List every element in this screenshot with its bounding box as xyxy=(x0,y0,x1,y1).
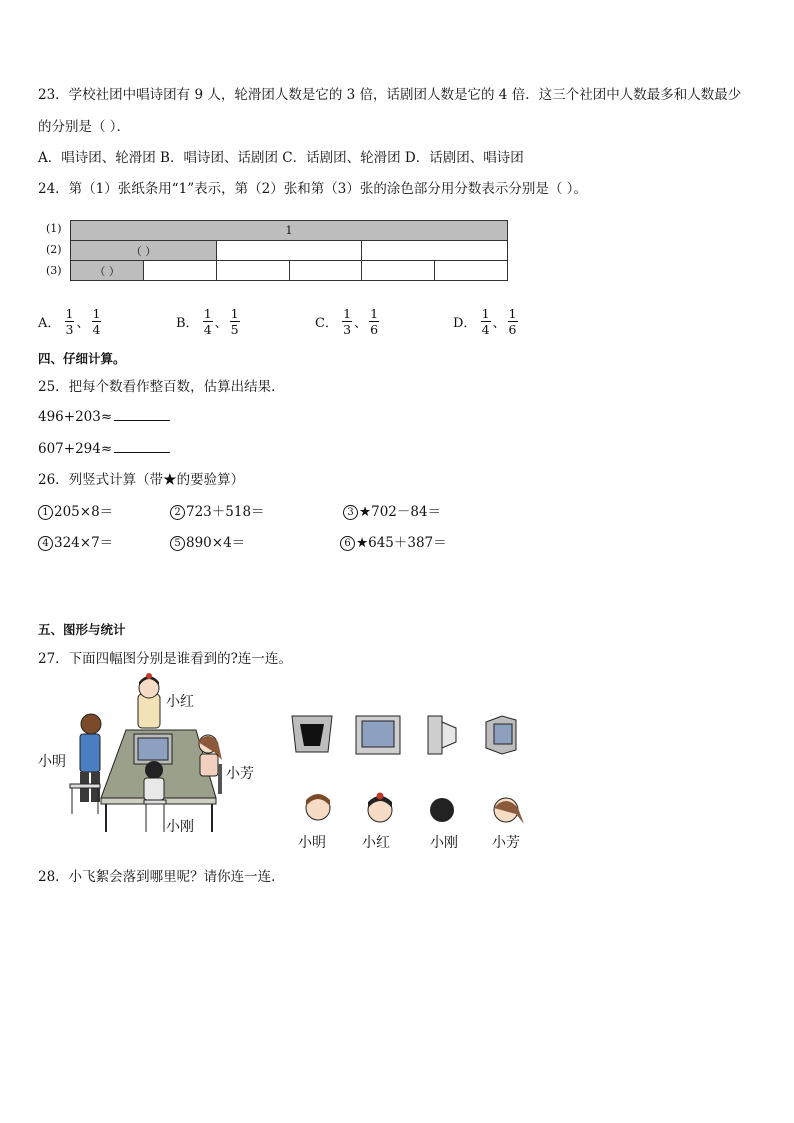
strip-1 xyxy=(71,221,508,241)
section-4-heading: 四、仔细计算。 xyxy=(38,351,126,366)
q23-line2: 的分别是（ ）． xyxy=(38,119,131,135)
scene-label-xiaofang: 小芳 xyxy=(226,766,254,782)
monitor-side-view-left xyxy=(428,716,456,754)
kid-label-xiaogang: 小刚 xyxy=(430,835,458,851)
kid-heads xyxy=(300,790,535,830)
strip-1-label: 1 xyxy=(285,224,293,237)
q25-item-2: 607+294≈ xyxy=(38,440,170,457)
q26-item-4: 4 324×7＝ xyxy=(38,531,113,551)
strip-2-shaded xyxy=(71,241,217,261)
q23-line1: 23．学校社团中唱诗团有 9 人，轮滑团人数是它的 3 倍，话剧团人数是它的 4 倍．这三个社团中人数最多和人数最少 xyxy=(38,87,742,103)
monitor-views xyxy=(290,712,530,758)
scene-label-xiaohong: 小红 xyxy=(166,694,194,710)
scene-label-xiaogang: 小刚 xyxy=(166,819,194,835)
kid-label-xiaohong: 小红 xyxy=(362,835,390,851)
monitor-front-view xyxy=(356,716,400,754)
xiaogang-head xyxy=(430,798,454,822)
strip-3-cell xyxy=(435,261,508,281)
strip-2-cell xyxy=(362,241,508,261)
q28-text: 28．小飞絮会落到哪里呢？请你连一连． xyxy=(38,869,285,885)
answer-blank[interactable] xyxy=(114,408,170,421)
q24-option-d: D． $\frac{1}{4}$ 、 $\frac{1}{6}$ xyxy=(453,306,517,337)
xiaoming-head xyxy=(306,794,330,820)
strip-2-cell xyxy=(216,241,362,261)
xiaohong-head xyxy=(368,793,392,823)
q26-item-3: 3 ★702－84＝ xyxy=(343,500,441,520)
strip-label-2: (2) xyxy=(46,243,62,256)
q25-text: 25．把每个数看作整百数，估算出结果． xyxy=(38,379,285,395)
monitor-side-view-right xyxy=(486,716,516,754)
xiaohong-figure xyxy=(138,673,160,728)
scene-label-xiaoming: 小明 xyxy=(38,754,66,770)
xiaoming-figure xyxy=(70,714,101,814)
fraction-strips xyxy=(70,220,508,281)
q26-item-5: 5 890×4＝ xyxy=(170,531,245,551)
strip-3-shaded xyxy=(71,261,144,281)
q24-option-c: C． $\frac{1}{3}$ 、 $\frac{1}{6}$ xyxy=(315,306,379,337)
strip-3-cell xyxy=(362,261,435,281)
strip-label-3: (3) xyxy=(46,264,62,277)
section-5-heading: 五、图形与统计 xyxy=(38,622,126,637)
strip-label-1: (1) xyxy=(46,222,62,235)
q26-item-6: 6 ★645＋387＝ xyxy=(340,531,447,551)
q26-text: 26．列竖式计算（带★的要验算） xyxy=(38,472,245,488)
q24-text: 24．第（1）张纸条用“1”表示，第（2）张和第（3）张的涂色部分用分数表示分别是（ ）。 xyxy=(38,181,587,197)
kid-label-xiaofang: 小芳 xyxy=(492,835,520,851)
strip-3-cell xyxy=(289,261,362,281)
q24-option-b: B． $\frac{1}{4}$ 、 $\frac{1}{5}$ xyxy=(176,306,239,337)
xiaogang-figure xyxy=(144,761,166,832)
monitor-back-view xyxy=(292,716,332,752)
xiaofang-head xyxy=(494,798,524,824)
q27-text: 27．下面四幅图分别是谁看到的?连一连。 xyxy=(38,651,292,667)
q26-item-1: 1 205×8＝ xyxy=(38,500,113,520)
q24-option-a: A． $\frac{1}{3}$ 、 $\frac{1}{4}$ xyxy=(38,306,101,337)
strip-2-label: （ ） xyxy=(130,244,157,258)
answer-blank[interactable] xyxy=(114,440,170,453)
q23-options: A．唱诗团、轮滑团 B．唱诗团、话剧团 C．话剧团、轮滑团 D．话剧团、唱诗团 xyxy=(38,150,524,166)
kid-label-xiaoming: 小明 xyxy=(298,835,326,851)
q25-item-1: 496+203≈ xyxy=(38,408,170,425)
strip-3-cell xyxy=(144,261,217,281)
table-scene-illustration xyxy=(36,672,276,842)
strip-3-label: （ ） xyxy=(94,264,120,278)
strip-3-cell xyxy=(216,261,289,281)
q26-item-2: 2 723＋518＝ xyxy=(170,500,265,520)
